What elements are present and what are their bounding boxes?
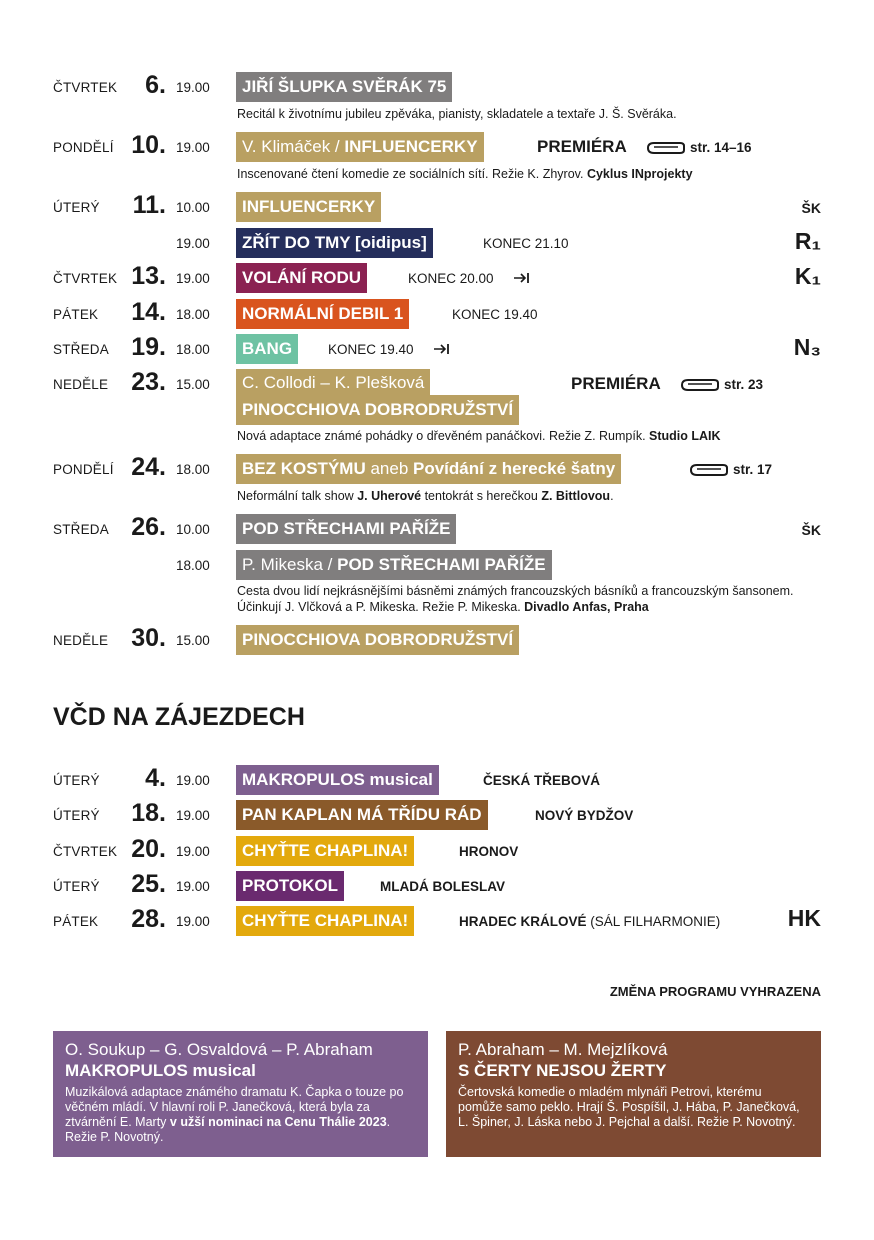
event-description: Recitál k životnímu jubileu zpěváka, pianisty, skladatele a textaře J. Š. Svěráka.	[237, 107, 677, 121]
day-number: 13.	[131, 262, 166, 290]
event-description: Neformální talk show J. Uherové tentokrát s herečkou Z. Bittlovou.	[237, 489, 614, 503]
day-number: 19.	[131, 333, 166, 361]
box-text: Čertovská komedie o mladém mlynáři Petrovi, kterému pomůže samo peklo. Hrají Š. Pospíšil, J. Hába, P. Janečková, L. Špiner, J. Láska nebo J. Pejchal a další. Režie P. Novotný.	[458, 1085, 800, 1129]
premiere-label: PREMIÉRA	[537, 137, 627, 156]
event-title[interactable]: P. Mikeska / POD STŘECHAMI PAŘÍŽE	[236, 550, 552, 580]
event-title[interactable]: BANG	[236, 334, 298, 364]
weekday: NEDĚLE	[53, 377, 109, 392]
start-time: 19.00	[176, 140, 210, 155]
event-title[interactable]: V. Klimáček / INFLUENCERKY	[236, 132, 484, 162]
day-number: 26.	[131, 513, 166, 541]
day-number: 20.	[131, 835, 166, 863]
start-time: 10.00	[176, 522, 210, 537]
page-reference[interactable]: str. 14–16	[646, 140, 752, 155]
event-title[interactable]: CHYŤTE CHAPLINA!	[236, 836, 414, 866]
event-title[interactable]: CHYŤTE CHAPLINA!	[236, 906, 414, 936]
start-time: 10.00	[176, 200, 210, 215]
end-time: KONEC 21.10	[483, 236, 569, 251]
stage-code: K₁	[794, 263, 821, 289]
venue: ČESKÁ TŘEBOVÁ	[483, 773, 601, 788]
box-authors: P. Abraham – M. Mejzlíková	[458, 1040, 668, 1059]
weekday: ÚTERÝ	[53, 808, 100, 823]
weekday: ÚTERÝ	[53, 200, 100, 215]
start-time: 19.00	[176, 844, 210, 859]
start-time: 18.00	[176, 558, 210, 573]
day-number: 23.	[131, 368, 166, 396]
day-number: 25.	[131, 870, 166, 898]
stage-code: HK	[787, 905, 821, 931]
weekday: PÁTEK	[53, 914, 99, 929]
stage-code: R₁	[794, 228, 821, 254]
venue: NOVÝ BYDŽOV	[535, 808, 634, 823]
event-title[interactable]: JIŘÍ ŠLUPKA SVĚRÁK 75	[236, 72, 452, 102]
weekday: ČTVRTEK	[53, 271, 118, 286]
start-time: 18.00	[176, 307, 210, 322]
event-title[interactable]: VOLÁNÍ RODU	[236, 263, 367, 293]
start-time: 19.00	[176, 914, 210, 929]
day-number: 6.	[145, 71, 166, 99]
start-time: 19.00	[176, 271, 210, 286]
info-box-makropulos	[53, 1031, 428, 1157]
weekday: PONDĚLÍ	[53, 462, 114, 477]
ticket-icon	[689, 463, 729, 477]
start-time: 19.00	[176, 80, 210, 95]
page-reference[interactable]: str. 17	[689, 462, 772, 477]
event-description: Inscenované čtení komedie ze sociálních sítí. Režie K. Zhyrov. Cyklus INprojekty	[237, 167, 693, 181]
event-description: Cesta dvou lidí nejkrásnějšími básněmi známých francouzských básníků a francouzským šansonem. Účinkují J. Vlčková a P. Mikeska. Režie P. Mikeska. Divadlo Anfas, Praha	[237, 584, 794, 614]
venue: MLADÁ BOLESLAV	[380, 879, 505, 894]
day-number: 24.	[131, 453, 166, 481]
weekday: STŘEDA	[53, 342, 109, 357]
event-title[interactable]: INFLUENCERKY	[236, 192, 381, 222]
day-number: 11.	[132, 191, 166, 219]
page-reference[interactable]: str. 23	[680, 377, 763, 392]
event-title[interactable]: PINOCCHIOVA DOBRODRUŽSTVÍ	[236, 625, 519, 655]
weekday: STŘEDA	[53, 522, 109, 537]
event-description: Nová adaptace známé pohádky o dřevěném panáčkovi. Režie Z. Rumpík. Studio LAIK	[237, 429, 721, 443]
start-time: 19.00	[176, 236, 210, 251]
box-authors: O. Soukup – G. Osvaldová – P. Abraham	[65, 1040, 373, 1059]
weekday: ČTVRTEK	[53, 844, 118, 859]
start-time: 19.00	[176, 773, 210, 788]
info-box-certy	[446, 1031, 821, 1157]
end-time: KONEC 20.00	[408, 271, 494, 286]
program-change-notice: ZMĚNA PROGRAMU VYHRAZENA	[609, 984, 821, 999]
stage-code: ŠK	[801, 522, 821, 538]
event-authors: C. Collodi – K. Plešková	[236, 369, 430, 395]
ticket-icon	[680, 378, 720, 392]
day-number: 18.	[131, 799, 166, 827]
day-number: 28.	[131, 905, 166, 933]
event-title[interactable]: MAKROPULOS musical	[236, 765, 439, 795]
weekday: PÁTEK	[53, 307, 99, 322]
venue: HRADEC KRÁLOVÉ (SÁL FILHARMONIE)	[459, 914, 721, 929]
event-title[interactable]: PINOCCHIOVA DOBRODRUŽSTVÍ	[236, 395, 519, 425]
venue: HRONOV	[459, 844, 519, 859]
event-title[interactable]: NORMÁLNÍ DEBIL 1	[236, 299, 409, 329]
weekday: ČTVRTEK	[53, 80, 118, 95]
event-title[interactable]: PAN KAPLAN MÁ TŘÍDU RÁD	[236, 800, 488, 830]
end-time: KONEC 19.40	[328, 342, 414, 357]
day-number: 4.	[145, 764, 166, 792]
weekday: ÚTERÝ	[53, 879, 100, 894]
box-title[interactable]: S ČERTY NEJSOU ŽERTY	[458, 1061, 667, 1080]
weekday: ÚTERÝ	[53, 773, 100, 788]
end-time: KONEC 19.40	[452, 307, 538, 322]
start-time: 18.00	[176, 342, 210, 357]
event-title[interactable]: BEZ KOSTÝMU aneb Povídání z herecké šatny	[236, 454, 621, 484]
day-number: 30.	[131, 624, 166, 652]
section-heading: VČD NA ZÁJEZDECH	[53, 703, 305, 731]
start-time: 15.00	[176, 377, 210, 392]
start-time: 19.00	[176, 808, 210, 823]
box-text: Muzikálová adaptace známého dramatu K. Čapka o touze po věčném mládí. V hlavní roli P. Janečková, která byla za ztvárnění E. Marty v užší nominaci na Cenu Thálie 2023. Režie P. Novotný.	[65, 1085, 404, 1144]
ticket-icon	[646, 141, 686, 155]
weekday: PONDĚLÍ	[53, 140, 114, 155]
day-number: 14.	[131, 298, 166, 326]
skip-end-icon	[433, 343, 451, 355]
premiere-label: PREMIÉRA	[571, 374, 661, 393]
weekday: NEDĚLE	[53, 633, 109, 648]
day-number: 10.	[131, 131, 166, 159]
skip-end-icon	[513, 272, 531, 284]
event-title[interactable]: ZŘÍT DO TMY [oidipus]	[236, 228, 433, 258]
start-time: 19.00	[176, 879, 210, 894]
stage-code: ŠK	[801, 200, 821, 216]
event-title[interactable]: POD STŘECHAMI PAŘÍŽE	[236, 514, 456, 544]
start-time: 15.00	[176, 633, 210, 648]
start-time: 18.00	[176, 462, 210, 477]
event-title[interactable]: PROTOKOL	[236, 871, 344, 901]
stage-code: N₃	[793, 334, 821, 360]
box-title[interactable]: MAKROPULOS musical	[65, 1061, 256, 1080]
